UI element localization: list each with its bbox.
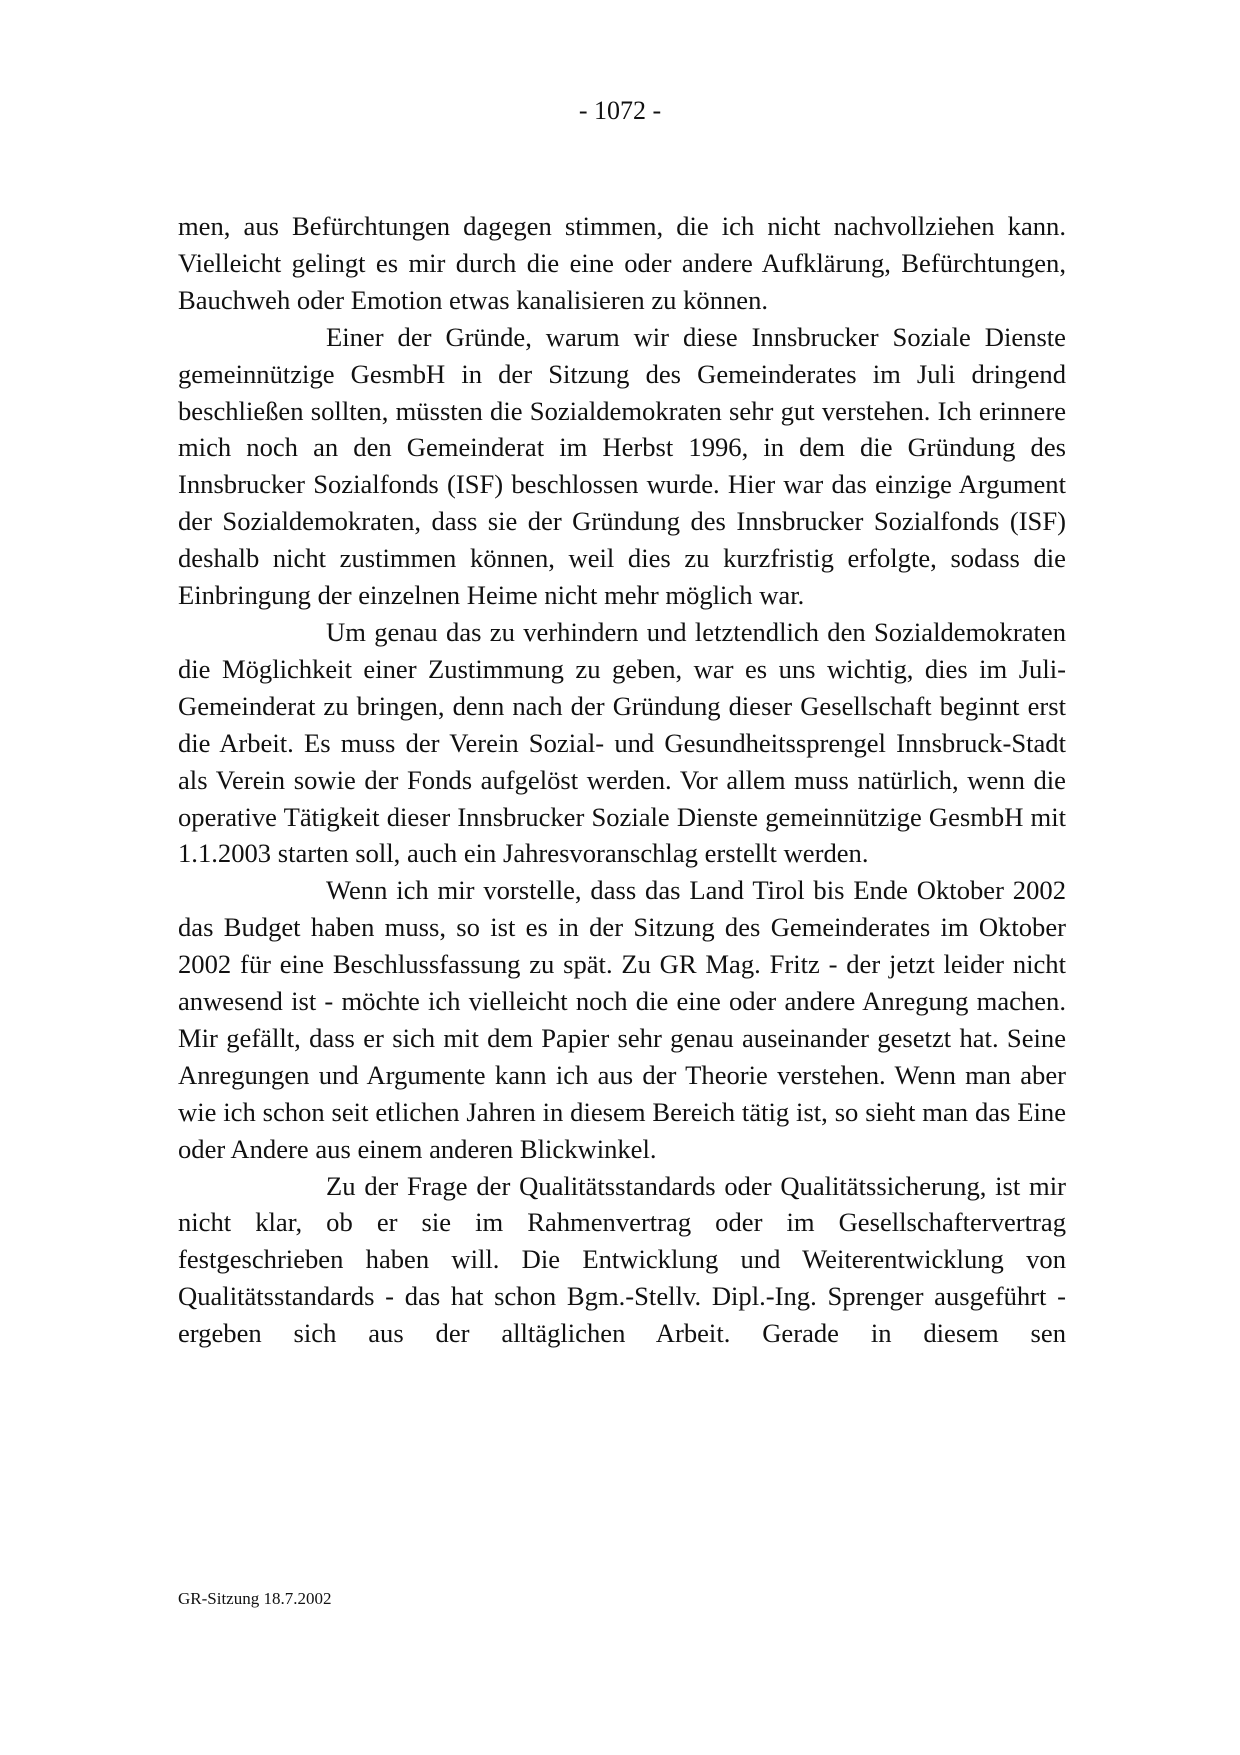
page-number: - 1072 - [578, 96, 662, 125]
paragraph-continued-next-page: Zu der Frage der Qualitätsstandards oder Qualitätssicherung, ist mir nicht klar, ob er sie im Rahmenvertrag oder im Gesellschaftervertrag festgeschrieben haben will. Die Entwicklung und Weiterentwicklung von Qualitätsstandards - das hat schon Bgm.-Stellv. Dipl.-Ing. Sprenger ausgeführt - ergeben sich aus der alltäglichen Arbeit. Gerade in diesem sen [178, 1170, 1066, 1349]
paragraph: Um genau das zu verhindern und letztendlich den Sozialdemokraten die Möglichkeit einer Zustimmung zu geben, war es uns wichtig, dies im Juli-Gemeinderat zu bringen, denn nach der Gründung dieser Gesellschaft beginnt erst die Arbeit. Es muss der Verein Sozial- und Gesundheitssprengel Innsbruck-Stadt als Verein sowie der Fonds aufgelöst werden. Vor allem muss natürlich, wenn die operative Tätigkeit dieser Innsbrucker Soziale Dienste gemeinnützige GesmbH mit 1.1.2003 starten soll, auch ein Jahresvoranschlag erstellt werden. [178, 616, 1066, 869]
paragraph-continuation: men, aus Befürchtungen dagegen stimmen, die ich nicht nachvollziehen kann. Vielleicht gelingt es mir durch die eine oder andere Aufklärung, Befürchtungen, Bauchweh oder Emotion etwas kanalisieren zu können. [178, 211, 1066, 315]
paragraph: Einer der Gründe, warum wir diese Innsbrucker Soziale Dienste gemeinnützige GesmbH in der Sitzung des Gemeinderates im Juli dringend beschließen sollten, müssten die Sozialdemokraten sehr gut verstehen. Ich erinnere mich noch an den Gemeinderat im Herbst 1996, in dem die Gründung des Innsbrucker Sozialfonds (ISF) beschlossen wurde. Hier war das einzige Argument der Sozialdemokraten, dass sie der Gründung des Innsbrucker Sozialfonds (ISF) deshalb nicht zustimmen können, weil dies zu kurzfristig erfolgte, sodass die Einbringung der einzelnen Heime nicht mehr möglich war. [178, 321, 1066, 611]
footer-session-label: GR-Sitzung 18.7.2002 [178, 1589, 332, 1608]
document-body [178, 208, 1066, 1352]
paragraph: Wenn ich mir vorstelle, dass das Land Tirol bis Ende Oktober 2002 das Budget haben muss, so ist es in der Sitzung des Gemeinderates im Oktober 2002 für eine Beschlussfassung zu spät. Zu GR Mag. Fritz - der jetzt leider nicht anwesend ist - möchte ich vielleicht noch die eine oder andere Anregung machen. Mir gefällt, dass er sich mit dem Papier sehr genau auseinander gesetzt hat. Seine Anregungen und Argumente kann ich aus der Theorie verstehen. Wenn man aber wie ich schon seit etlichen Jahren in diesem Bereich tätig ist, so sieht man das Eine oder Andere aus einem anderen Blickwinkel. [178, 875, 1066, 1164]
